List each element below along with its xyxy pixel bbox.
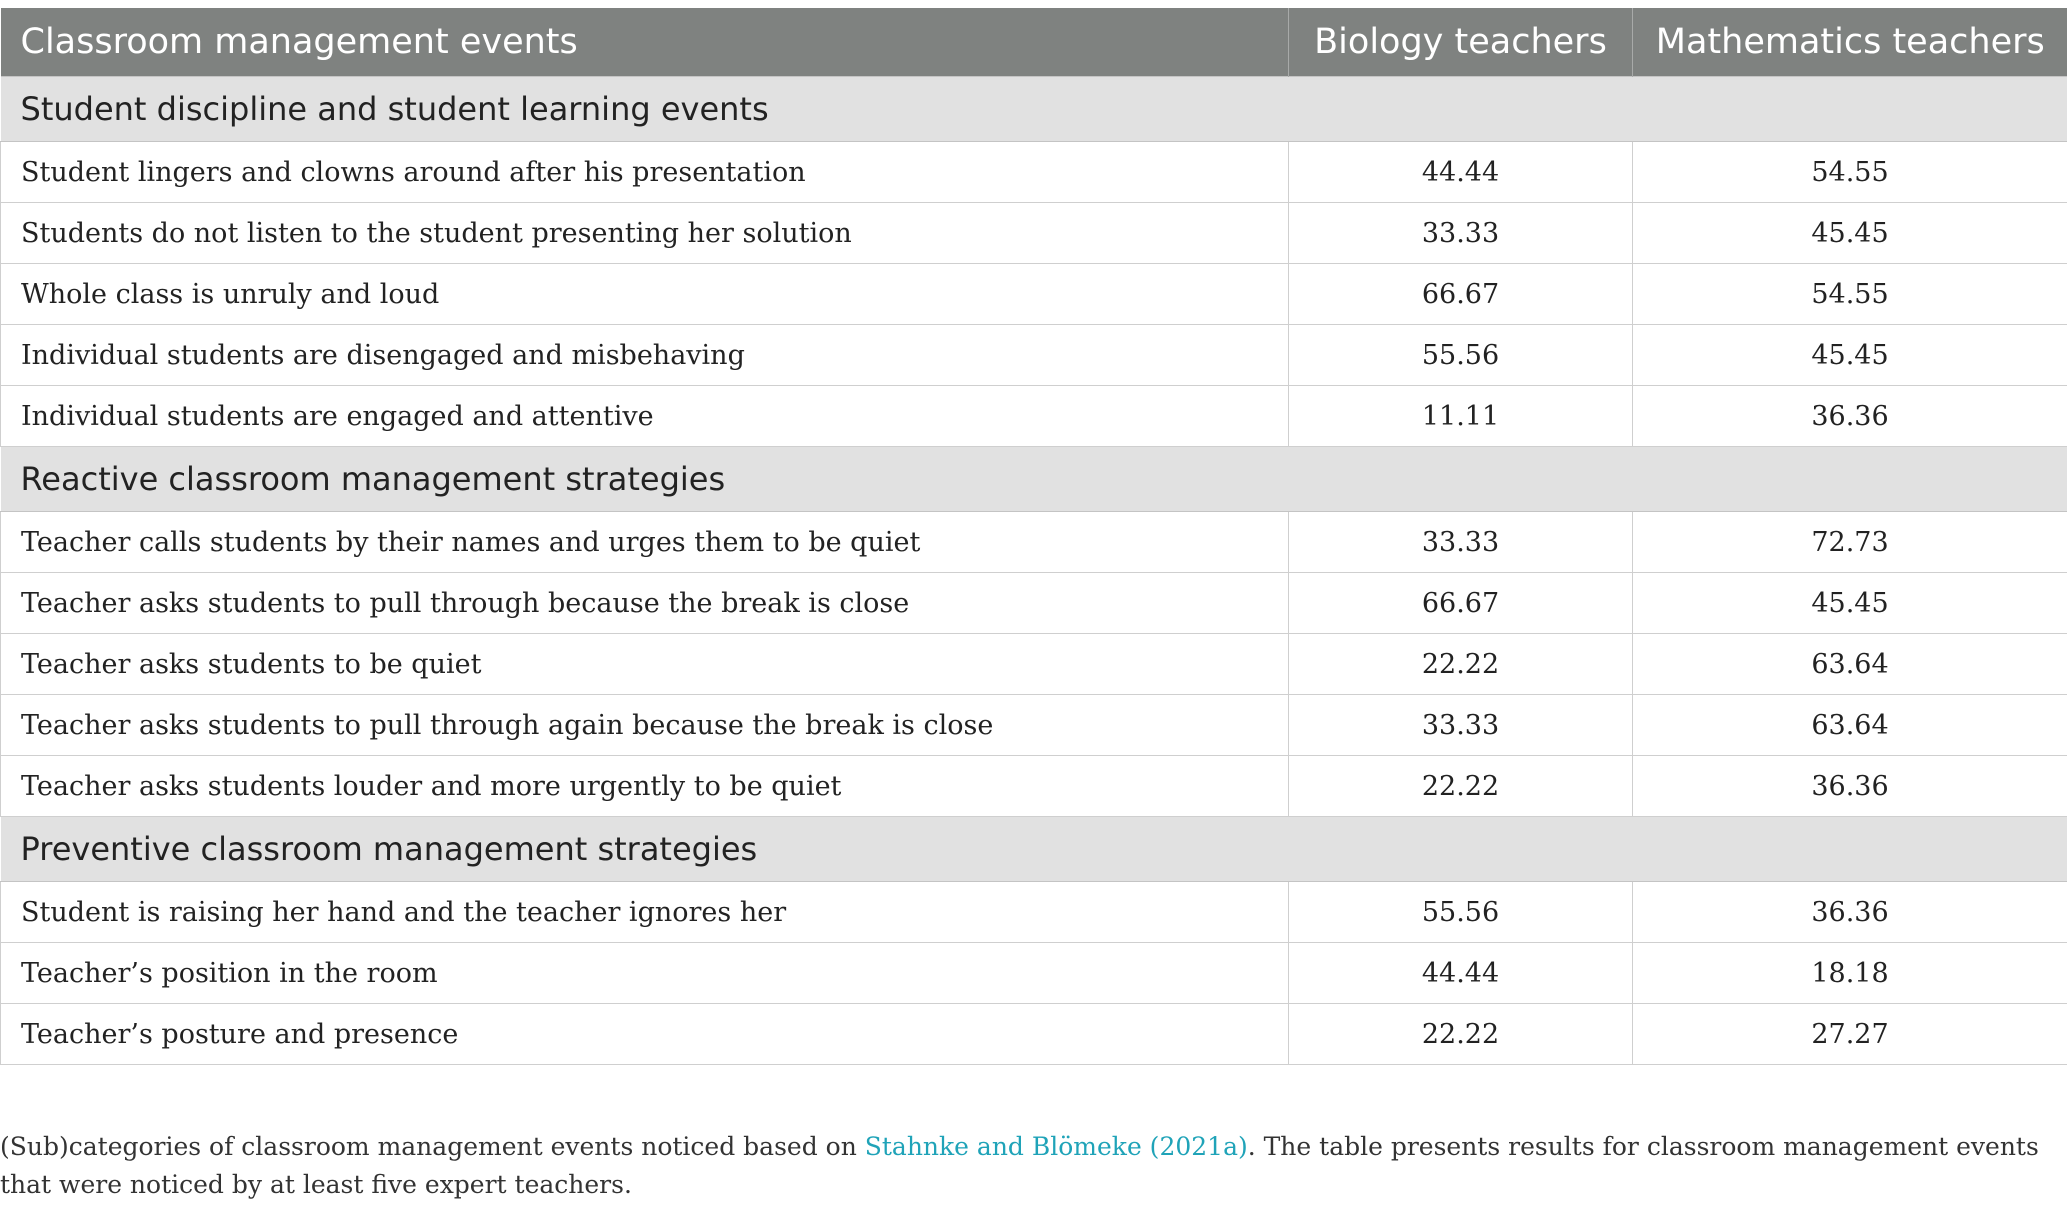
event-cell: Teacher asks students to be quiet bbox=[1, 634, 1289, 695]
biology-value: 44.44 bbox=[1289, 142, 1633, 203]
table-row bbox=[1, 203, 2067, 264]
biology-value: 11.11 bbox=[1289, 386, 1633, 447]
mathematics-value: 27.27 bbox=[1633, 1004, 2067, 1065]
biology-value: 22.22 bbox=[1289, 1004, 1633, 1065]
section-row bbox=[1, 817, 2067, 882]
event-cell: Student lingers and clowns around after his presentation bbox=[1, 142, 1289, 203]
footnote-text-after: . The table presents results for classroom management events that were noticed by at least five expert teachers. bbox=[0, 1132, 2039, 1199]
table-footnote bbox=[0, 1128, 2060, 1204]
table-row bbox=[1, 325, 2067, 386]
mathematics-value: 54.55 bbox=[1633, 142, 2067, 203]
mathematics-value: 63.64 bbox=[1633, 695, 2067, 756]
table-row bbox=[1, 142, 2067, 203]
section-title: Student discipline and student learning events bbox=[1, 77, 2067, 142]
mathematics-value: 63.64 bbox=[1633, 634, 2067, 695]
mathematics-value: 36.36 bbox=[1633, 756, 2067, 817]
event-cell: Teacher asks students to pull through again because the break is close bbox=[1, 695, 1289, 756]
biology-value: 66.67 bbox=[1289, 264, 1633, 325]
classroom-management-table bbox=[0, 8, 2067, 1065]
table-header-row bbox=[1, 8, 2067, 77]
table-row bbox=[1, 634, 2067, 695]
biology-value: 66.67 bbox=[1289, 573, 1633, 634]
biology-value: 22.22 bbox=[1289, 756, 1633, 817]
table-row bbox=[1, 573, 2067, 634]
event-cell: Teacher asks students louder and more urgently to be quiet bbox=[1, 756, 1289, 817]
mathematics-value: 45.45 bbox=[1633, 325, 2067, 386]
table-row bbox=[1, 264, 2067, 325]
biology-value: 55.56 bbox=[1289, 325, 1633, 386]
event-cell: Teacher asks students to pull through because the break is close bbox=[1, 573, 1289, 634]
table-row bbox=[1, 1004, 2067, 1065]
mathematics-value: 45.45 bbox=[1633, 573, 2067, 634]
event-cell: Individual students are disengaged and misbehaving bbox=[1, 325, 1289, 386]
section-row bbox=[1, 447, 2067, 512]
footnote-text-before: (Sub)categories of classroom management events noticed based on bbox=[0, 1132, 865, 1161]
event-cell: Teacher calls students by their names and urges them to be quiet bbox=[1, 512, 1289, 573]
biology-value: 22.22 bbox=[1289, 634, 1633, 695]
biology-value: 44.44 bbox=[1289, 943, 1633, 1004]
section-title: Preventive classroom management strategies bbox=[1, 817, 2067, 882]
event-cell: Students do not listen to the student presenting her solution bbox=[1, 203, 1289, 264]
table-wrapper bbox=[0, 8, 2067, 1065]
mathematics-value: 18.18 bbox=[1633, 943, 2067, 1004]
mathematics-value: 36.36 bbox=[1633, 882, 2067, 943]
biology-value: 33.33 bbox=[1289, 203, 1633, 264]
mathematics-value: 36.36 bbox=[1633, 386, 2067, 447]
section-row bbox=[1, 77, 2067, 142]
event-cell: Individual students are engaged and attentive bbox=[1, 386, 1289, 447]
section-title: Reactive classroom management strategies bbox=[1, 447, 2067, 512]
event-cell: Teacher’s position in the room bbox=[1, 943, 1289, 1004]
event-cell: Whole class is unruly and loud bbox=[1, 264, 1289, 325]
mathematics-value: 54.55 bbox=[1633, 264, 2067, 325]
biology-value: 33.33 bbox=[1289, 512, 1633, 573]
biology-value: 33.33 bbox=[1289, 695, 1633, 756]
table-row bbox=[1, 943, 2067, 1004]
header-mathematics: Mathematics teachers bbox=[1633, 8, 2067, 77]
table-row bbox=[1, 512, 2067, 573]
table-row bbox=[1, 756, 2067, 817]
mathematics-value: 45.45 bbox=[1633, 203, 2067, 264]
mathematics-value: 72.73 bbox=[1633, 512, 2067, 573]
biology-value: 55.56 bbox=[1289, 882, 1633, 943]
event-cell: Teacher’s posture and presence bbox=[1, 1004, 1289, 1065]
citation-link[interactable]: Stahnke and Blömeke (2021a) bbox=[864, 1132, 1248, 1161]
table-row bbox=[1, 386, 2067, 447]
event-cell: Student is raising her hand and the teacher ignores her bbox=[1, 882, 1289, 943]
table-row bbox=[1, 882, 2067, 943]
header-biology: Biology teachers bbox=[1289, 8, 1633, 77]
table-row bbox=[1, 695, 2067, 756]
header-events: Classroom management events bbox=[1, 8, 1289, 77]
